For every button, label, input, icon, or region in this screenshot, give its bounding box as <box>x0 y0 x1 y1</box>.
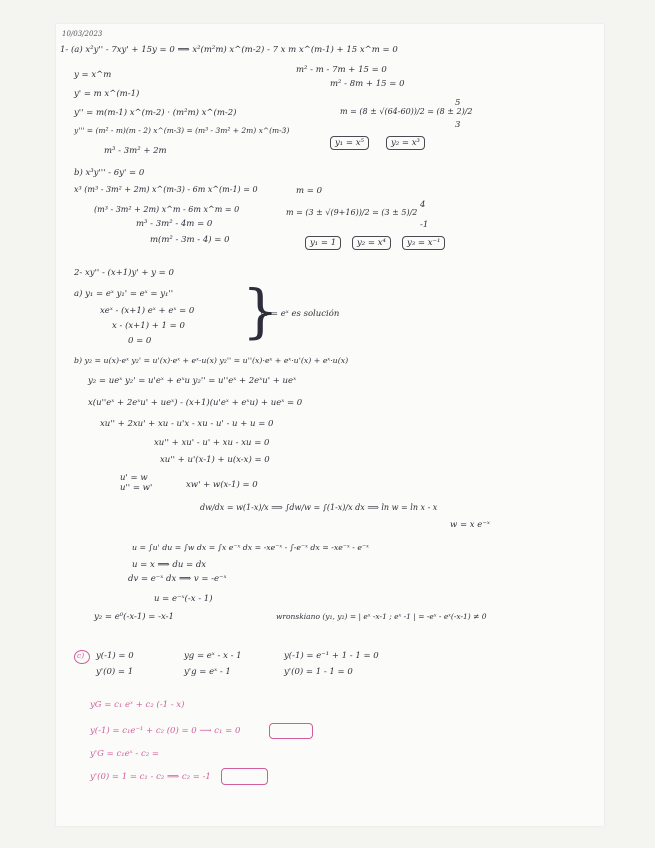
problem2-a-conclusion: y₁ = eˣ es solución <box>260 309 340 319</box>
substitution-y-triple-prime: y''' = (m² - m)(m - 2) x^(m-3) = (m³ - 3m² + 2m) x^(m-3) <box>74 126 290 135</box>
solution-box-b3: y₃ = x⁻¹ <box>402 236 445 250</box>
characteristic-eq-2: m² - 8m + 15 = 0 <box>330 79 405 89</box>
substitution-y-double-prime: y'' = m(m-1) x^(m-2) · (m²m) x^(m-2) <box>74 108 237 118</box>
pink-general-solution: yG = c₁ eˣ + c₂ (-1 - x) <box>90 700 185 710</box>
part-c-general-solution: yg = eˣ - x - 1 <box>184 651 242 661</box>
problem2-a-line3: x - (x+1) + 1 = 0 <box>112 321 185 331</box>
right-brace: } <box>242 277 279 345</box>
part-c-check2: y'(0) = 1 - 1 = 0 <box>284 667 353 677</box>
root-value-3: 3 <box>455 120 461 130</box>
problem2-b-line4: xu'' + 2xu' + xu - u'x - xu - u' - u + u = 0 <box>100 419 274 429</box>
problem1-b-step1: (m³ - 3m² + 2m) x^m - 6m x^m = 0 <box>94 205 240 214</box>
problem2-equation: 2- xy'' - (x+1)y' + y = 0 <box>74 268 174 278</box>
pink-box-c2 <box>221 768 268 785</box>
solution-box-b2: y₂ = x⁴ <box>352 236 391 250</box>
problem2-a-line2: xeˣ - (x+1) eˣ + eˣ = 0 <box>100 306 195 316</box>
problem1-b-root-4: 4 <box>420 200 426 210</box>
wronskian: wronskiano (y₁, y₂) = | eˣ -x-1 ; eˣ -1 | = -eˣ - eˣ(-x-1) ≠ 0 <box>276 612 487 621</box>
problem2-b-line5: xu'' + xu' - u' + xu - xu = 0 <box>154 438 270 448</box>
characteristic-eq-1: m² - m - 7m + 15 = 0 <box>296 65 387 75</box>
root-value-5: 5 <box>455 98 461 108</box>
part-c-condition2: y'(0) = 1 <box>96 667 134 677</box>
problem2-b-line1: b) y₂ = u(x)·eˣ y₂' = u'(x)·eˣ + eˣ·u(x) y₂'' = u''(x)·eˣ + eˣ·u'(x) + eˣ·u(x) <box>74 356 349 365</box>
problem2-b-sub2: u'' = w' <box>120 483 153 493</box>
problem2-b-integral: u = ∫u' du = ∫w dx = ∫x e⁻ˣ dx = -xe⁻ˣ - ∫-e⁻ˣ dx = -xe⁻ˣ - e⁻ˣ <box>132 543 369 552</box>
problem2-b-sub1: u' = w <box>120 473 148 483</box>
problem2-b-line6: xu'' + u'(x-1) + u(x-x) = 0 <box>160 455 270 465</box>
problem1-b-root-minus1: -1 <box>420 220 429 230</box>
problem1-b-equation: b) x³y''' - 6y' = 0 <box>74 168 145 178</box>
problem1-b-substitution: x³ (m³ - 3m² + 2m) x^(m-3) - 6m x^(m-1) = 0 <box>74 185 258 194</box>
problem1-b-step3: m(m² - 3m - 4) = 0 <box>150 235 230 245</box>
problem1-b-root-zero: m = 0 <box>296 186 322 196</box>
problem2-b-y2: y₂ = e⁰(-x-1) = -x-1 <box>94 612 174 622</box>
substitution-y: y = x^m <box>74 70 112 80</box>
problem2-b-u: u = e⁻ˣ(-x - 1) <box>154 594 213 604</box>
pink-box-c1 <box>269 723 313 739</box>
problem2-b-separation: dw/dx = w(1-x)/x ⟹ ∫dw/w = ∫(1-x)/x dx ⟹ ln w = ln x - x <box>200 503 438 512</box>
problem2-b-line2: y₂ = ueˣ y₂' = u'eˣ + eˣu y₂'' = u''eˣ + 2eˣu' + ueˣ <box>88 376 297 386</box>
part-c-general-derivative: y'g = eˣ - 1 <box>184 667 231 677</box>
problem2-a-line1: a) y₁ = eˣ y₁' = eˣ = y₁'' <box>74 289 174 299</box>
pink-derivative: y'G = c₁eˣ - c₂ = <box>90 749 159 759</box>
solution-box-1: y₁ = x⁵ <box>330 136 369 150</box>
problem2-b-w: w = x e⁻ˣ <box>450 520 490 530</box>
pink-c2-result: y'(0) = 1 = c₁ - c₂ ⟹ c₂ = -1 <box>90 772 211 782</box>
problem2-a-line4: 0 = 0 <box>128 336 152 346</box>
problem1-a-equation: 1- (a) x²y'' - 7xy' + 15y = 0 ⟹ x²(m²m) x^(m-2) - 7 x m x^(m-1) + 15 x^m = 0 <box>60 45 398 55</box>
solution-box-2: y₂ = x³ <box>386 136 425 150</box>
problem1-b-roots: m = (3 ± √(9+16))/2 = (3 ± 5)/2 <box>286 208 418 217</box>
substitution-y-prime: y' = m x^(m-1) <box>74 89 140 99</box>
problem1-b-step2: m³ - 3m² - 4m = 0 <box>136 219 213 229</box>
problem2-b-parts1: u = x ⟹ du = dx <box>132 560 207 570</box>
pink-condition-applied: y(-1) = c₁e⁻¹ + c₂ (0) = 0 ⟶ c₁ = 0 <box>90 726 241 736</box>
solution-box-b1: y₁ = 1 <box>305 236 341 250</box>
problem2-b-parts2: dv = e⁻ˣ dx ⟹ v = -e⁻ˣ <box>128 574 227 584</box>
problem2-b-reduced: xw' + w(x-1) = 0 <box>186 480 258 490</box>
quadratic-roots: m = (8 ± √(64-60))/2 = (8 ± 2)/2 <box>340 107 473 116</box>
date-label: 10/03/2023 <box>62 30 103 38</box>
problem2-b-line3: x(u''eˣ + 2eˣu' + ueˣ) - (x+1)(u'eˣ + eˣu) + ueˣ = 0 <box>88 398 303 408</box>
part-c-check1: y(-1) = e⁻¹ + 1 - 1 = 0 <box>284 651 379 661</box>
part-c-label: c) <box>77 651 85 660</box>
triple-prime-expansion: m³ - 3m² + 2m <box>104 146 167 156</box>
part-c-condition1: y(-1) = 0 <box>96 651 134 661</box>
